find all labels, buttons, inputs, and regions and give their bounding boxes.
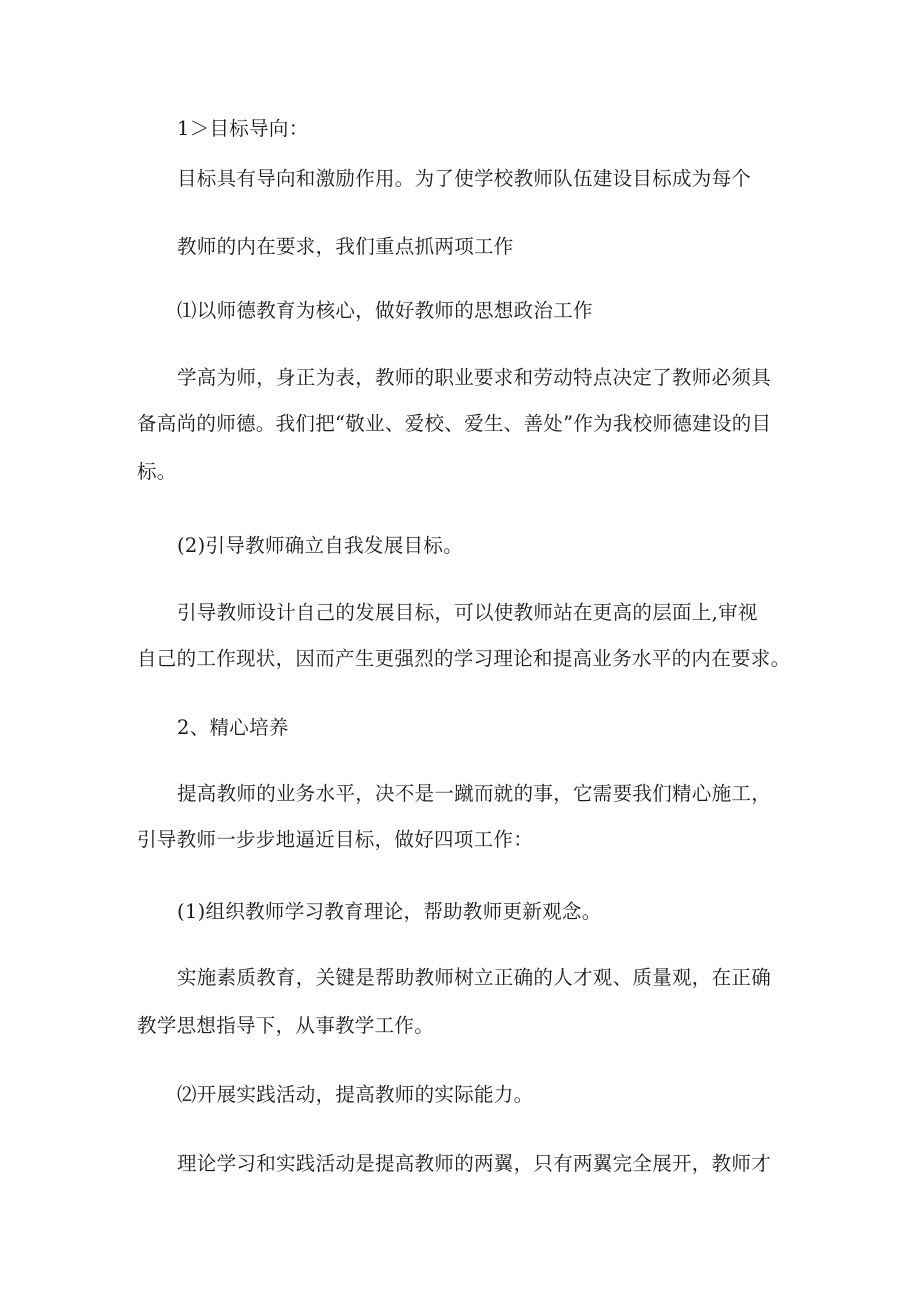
paragraph-line: 标。 — [137, 460, 177, 483]
paragraph-line: 备高尚的师德。我们把“敬业、爱校、爱生、善处”作为我校师德建设的目 — [137, 412, 772, 435]
paragraph-line: 理论学习和实践活动是提高教师的两翼，只有两翼完全展开，教师才 — [177, 1152, 772, 1175]
paragraph-line: 学高为师，身正为表，教师的职业要求和劳动特点决定了教师必须具 — [177, 366, 772, 389]
paragraph-line: 教师的内在要求，我们重点抓两项工作 — [177, 235, 514, 258]
paragraph-line: 提高教师的业务水平，决不是一蹴而就的事，它需要我们精心施工， — [177, 782, 772, 805]
paragraph-line: 引导教师一步步地逼近目标，做好四项工作： — [137, 828, 534, 851]
section-heading-goal-orientation: 1＞目标导向： — [177, 117, 309, 140]
paragraph-line: 自己的工作现状，因而产生更强烈的学习理论和提高业务水平的内在要求。 — [137, 647, 791, 670]
subheading-practice-activities: ⑵开展实践活动，提高教师的实际能力。 — [177, 1083, 534, 1106]
paragraph-line: 教学思想指导下，从事教学工作。 — [137, 1014, 435, 1037]
paragraph-line: 实施素质教育，关键是帮助教师树立正确的人才观、质量观，在正确 — [177, 966, 772, 989]
paragraph-line: 目标具有导向和激励作用。为了使学校教师队伍建设目标成为每个 — [177, 167, 752, 190]
subheading-ethics: ⑴以师德教育为核心，做好教师的思想政治工作 — [177, 299, 593, 322]
subheading-self-development: (2)引导教师确立自我发展目标。 — [177, 534, 463, 557]
paragraph-line: 引导教师设计自己的发展目标，可以使教师站在更高的层面上,审视 — [177, 601, 758, 624]
section-heading-careful-training: 2、精心培养 — [177, 716, 289, 739]
subheading-theory-study: (1)组织教师学习教育理论，帮助教师更新观念。 — [177, 900, 602, 923]
